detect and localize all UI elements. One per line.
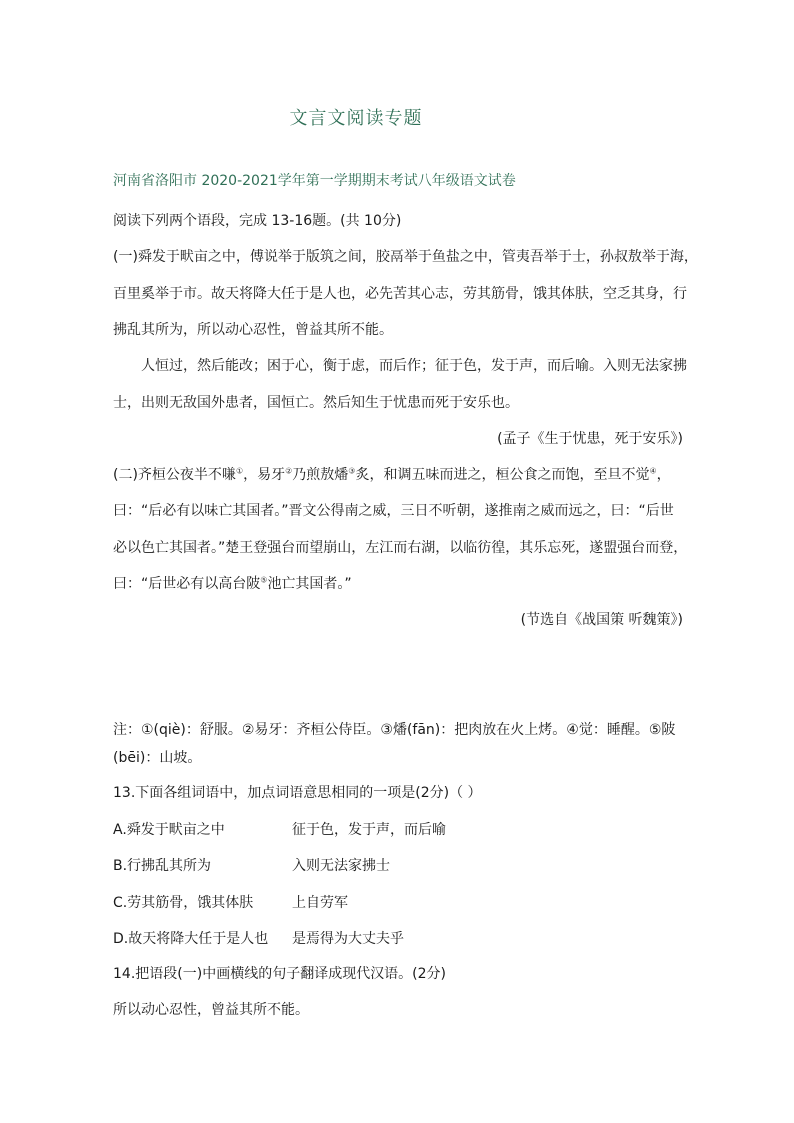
footnote-marker: ③: [348, 466, 356, 476]
footnote-marker: ①: [235, 466, 244, 476]
option-left: D.故天将降大任于是人也: [113, 931, 269, 947]
passage2-text: 曰：“后世必有以高台陂: [113, 576, 261, 592]
passage2-text: ，易牙: [243, 467, 286, 483]
document-title: 文言文阅读专题: [289, 108, 423, 129]
notes-line1: 注：①(qiè)：舒服。②易牙：齐桓公侍臣。③燔(fān)：把肉放在火上烤。④觉：睡醒。⑤陂: [113, 722, 676, 738]
passage2-text: 乃煎敖燔: [292, 467, 349, 483]
passage2-text: 炙，和调五味而进之，桓公食之而饱，至旦不觉: [355, 467, 650, 483]
passage2-line1: [113, 465, 683, 485]
question14-stem: 14.把语段(一)中画横线的句子翻译成现代汉语。(2分): [113, 966, 447, 982]
passage1-line5: 士，出则无敌国外患者，国恒亡。然后知生于忧患而死于安乐也。: [113, 395, 519, 411]
option-right: 征于色，发于声，而后喻: [292, 822, 446, 838]
question13-option-c: [0, 892, 794, 912]
passage2-text: 池亡其国者。”: [267, 576, 352, 592]
question13-option-a: [0, 819, 794, 839]
question13-stem: 13.下面各组词语中，加点词语意思相同的一项是(2分)（ ）: [113, 785, 482, 801]
question13-option-d: [0, 928, 794, 948]
question14-sentence: 所以动心忍性，曾益其所不能。: [113, 1002, 309, 1018]
footnote-marker: ②: [285, 466, 293, 476]
option-left: C.劳其筋骨，饿其体肤: [113, 895, 254, 911]
passage2-text: ，: [656, 467, 671, 483]
notes-line2: (bēi)：山坡。: [113, 750, 202, 766]
passage2-line3: 必以色亡其国者。”楚王登强台而望崩山，左江而右湖，以临彷徨，其乐忘死，遂盟强台而登，: [113, 540, 688, 556]
passage2-text: (二)齐桓公夜半不嗛: [113, 467, 236, 483]
passage1-line3: 拂乱其所为，所以动心忍性，曾益其所不能。: [113, 322, 393, 338]
option-right: 入则无法家拂士: [292, 858, 390, 874]
passage2-line2: 曰：“后必有以味亡其国者。”晋文公得南之威，三日不听朝，遂推南之威而远之，曰：“后世: [113, 503, 674, 519]
passage1-citation: (孟子《生于忧患，死于安乐》): [497, 431, 683, 447]
option-left: A.舜发于畎亩之中: [113, 822, 225, 838]
option-right: 是焉得为大丈夫乎: [292, 931, 404, 947]
passage1-line1: (一)舜发于畎亩之中，傅说举于版筑之间，胶鬲举于鱼盐之中，管夷吾举于士，孙叔敖举于海，: [113, 249, 698, 265]
footnote-marker: ④: [649, 466, 657, 476]
option-left: B.行拂乱其所为: [113, 858, 212, 874]
passage1-line4: 人恒过，然后能改；困于心，衡于虑，而后作；征于色，发于声，而后喻。入则无法家拂: [141, 358, 687, 374]
passage2-line4: [113, 574, 683, 594]
instruction: 阅读下列两个语段，完成 13-16题。(共 10分): [113, 213, 402, 229]
passage1-line2: 百里奚举于市。故天将降大任于是人也，必先苦其心志，劳其筋骨，饿其体肤，空乏其身，行: [113, 286, 687, 302]
exam-source: 河南省洛阳市 2020-2021学年第一学期期末考试八年级语文试卷: [113, 173, 516, 189]
passage2-citation: (节选自《战国策 听魏策》): [520, 612, 683, 628]
question13-option-b: [0, 855, 794, 875]
footnote-marker: ⑤: [260, 575, 268, 585]
option-right: 上自劳军: [292, 895, 348, 911]
